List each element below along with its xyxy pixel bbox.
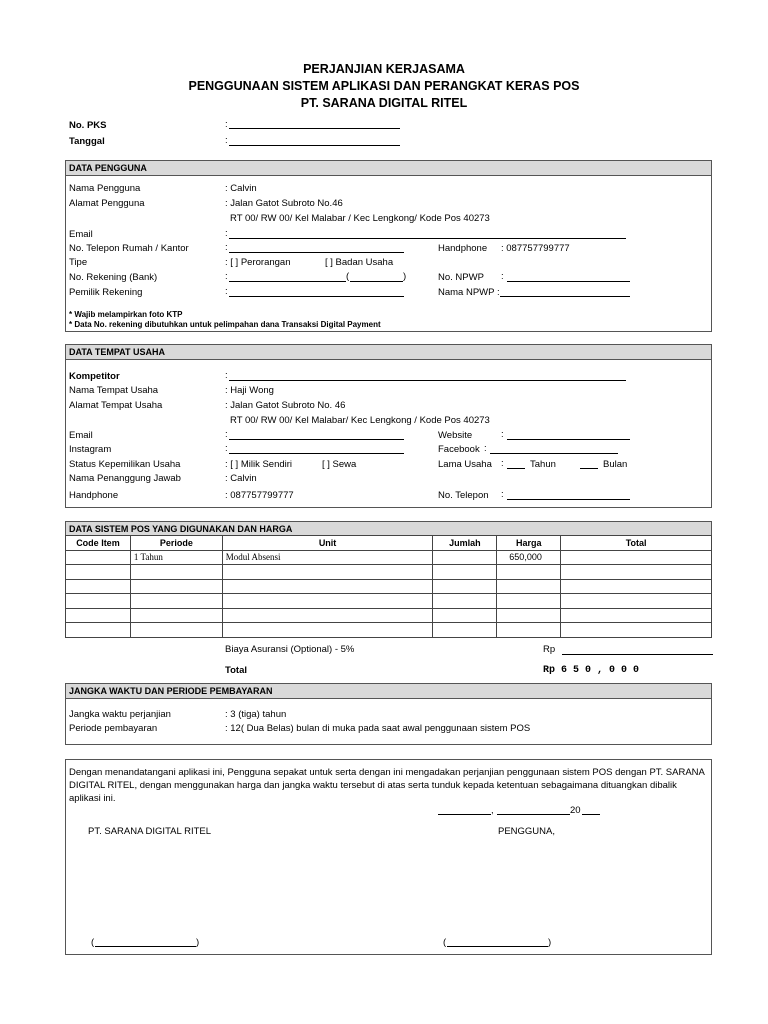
- alamat-pengguna-value2[interactable]: RT 00/ RW 00/ Kel Malabar / Kec Lengkong/ Kode Pos 40273: [230, 213, 490, 224]
- cell-unit[interactable]: [222, 623, 433, 638]
- cell-code-item[interactable]: [66, 565, 131, 580]
- status-milik-sendiri-checkbox[interactable]: : [ ] Milik Sendiri: [225, 459, 293, 470]
- telepon-usaha-field[interactable]: [507, 499, 630, 500]
- telepon-pengguna-field[interactable]: [229, 252, 404, 253]
- pos-table-header-row: [66, 536, 712, 551]
- status-sewa-checkbox[interactable]: [ ] Sewa: [322, 459, 357, 470]
- cell-total[interactable]: [561, 565, 712, 580]
- cell-periode[interactable]: [130, 594, 222, 609]
- penanggung-jawab-label: Nama Penanggung Jawab: [69, 473, 181, 484]
- cell-harga[interactable]: [497, 623, 561, 638]
- table-row: [66, 623, 712, 638]
- table-row: [66, 565, 712, 580]
- email-usaha-field[interactable]: [229, 439, 404, 440]
- lama-tahun-field[interactable]: [507, 468, 525, 469]
- nama-npwp-field[interactable]: [500, 296, 630, 297]
- cell-periode[interactable]: [130, 565, 222, 580]
- col-unit: Unit: [222, 536, 433, 551]
- facebook-field[interactable]: [490, 453, 618, 454]
- cell-unit[interactable]: [222, 565, 433, 580]
- cell-total[interactable]: [561, 550, 712, 565]
- sign-year-field[interactable]: [582, 814, 600, 815]
- total-label: Total: [225, 665, 247, 676]
- cell-periode[interactable]: [130, 608, 222, 623]
- doc-title-line2: PENGGUNAAN SISTEM APLIKASI DAN PERANGKAT KERAS POS: [188, 79, 580, 93]
- handphone-usaha-value[interactable]: : 087757799777: [225, 490, 294, 501]
- npwp-label: No. NPWP: [438, 272, 484, 283]
- instagram-label: Instagram: [69, 444, 112, 455]
- company-signature-field[interactable]: [95, 946, 196, 947]
- alamat-pengguna-label: Alamat Pengguna: [69, 198, 145, 209]
- tipe-label: Tipe: [69, 257, 88, 268]
- handphone-usaha-label: Handphone: [69, 490, 119, 501]
- kompetitor-colon: :: [225, 370, 228, 381]
- note-rekening: * Data No. rekening dibutuhkan untuk pelimpahan dana Transaksi Digital Payment: [69, 320, 381, 329]
- company-sign-label: PT. SARANA DIGITAL RITEL: [88, 826, 212, 837]
- rekening-label: No. Rekening (Bank): [69, 272, 158, 283]
- tipe-badan-usaha-checkbox[interactable]: [ ] Badan Usaha: [325, 257, 394, 268]
- cell-code-item[interactable]: [66, 623, 131, 638]
- cell-total[interactable]: [561, 594, 712, 609]
- cell-jumlah[interactable]: [433, 565, 497, 580]
- telepon-usaha-label: No. Telepon: [438, 490, 489, 501]
- col-jumlah: Jumlah: [433, 536, 497, 551]
- cell-unit[interactable]: [222, 608, 433, 623]
- lama-usaha-label: Lama Usaha: [438, 459, 492, 470]
- pemilik-rekening-field[interactable]: [229, 296, 404, 297]
- jangka-waktu-value[interactable]: : 3 (tiga) tahun: [225, 709, 287, 720]
- rekening-paren-close: ): [403, 271, 407, 282]
- nama-usaha-label: Nama Tempat Usaha: [69, 385, 159, 396]
- alamat-usaha-value2[interactable]: RT 00/ RW 00/ Kel Malabar/ Kec Lengkong / Kode Pos 40273: [230, 415, 490, 426]
- jangka-header: JANGKA WAKTU DAN PERIODE PEMBAYARAN: [66, 684, 711, 699]
- table-row: [66, 579, 712, 594]
- pemilik-rekening-colon: :: [225, 286, 228, 297]
- asuransi-field[interactable]: [562, 654, 713, 655]
- cell-code-item[interactable]: [66, 550, 131, 565]
- data-usaha-header: DATA TEMPAT USAHA: [66, 345, 711, 360]
- cell-total[interactable]: [561, 579, 712, 594]
- cell-harga[interactable]: 650,000: [497, 550, 561, 565]
- instagram-colon: :: [225, 443, 228, 454]
- nama-usaha-value[interactable]: : Haji Wong: [225, 385, 274, 396]
- sign-comma: ,: [491, 805, 494, 816]
- facebook-label: Facebook: [438, 444, 480, 455]
- email-usaha-label: Email: [69, 430, 93, 441]
- cell-harga[interactable]: [497, 608, 561, 623]
- periode-pembayaran-value[interactable]: : 12( Dua Belas) bulan di muka pada saat awal penggunaan sistem POS: [225, 723, 531, 734]
- pemilik-rekening-label: Pemilik Rekening: [69, 287, 143, 298]
- handphone-pengguna-label: Handphone: [438, 243, 488, 254]
- cell-jumlah[interactable]: [433, 579, 497, 594]
- note-ktp: * Wajib melampirkan foto KTP: [69, 310, 183, 319]
- cell-unit[interactable]: [222, 594, 433, 609]
- npwp-field[interactable]: [507, 281, 630, 282]
- kompetitor-label: Kompetitor: [69, 371, 120, 382]
- kompetitor-field[interactable]: [229, 380, 626, 381]
- total-value[interactable]: Rp 6 5 0 , 0 0 0: [543, 665, 640, 676]
- company-sign-paren-open: (: [91, 937, 95, 948]
- rekening-colon: :: [225, 271, 228, 282]
- table-row: [66, 550, 712, 565]
- telepon-pengguna-colon: :: [225, 242, 228, 253]
- table-row: [66, 608, 712, 623]
- tipe-perorangan-checkbox[interactable]: : [ ] Perorangan: [225, 257, 291, 268]
- cell-jumlah[interactable]: [433, 623, 497, 638]
- col-code-item: Code Item: [66, 536, 131, 551]
- user-signature-field[interactable]: [447, 946, 548, 947]
- tahun-label: Tahun: [530, 459, 556, 470]
- cell-unit[interactable]: [222, 579, 433, 594]
- table-row: [66, 594, 712, 609]
- website-field[interactable]: [507, 439, 630, 440]
- bulan-label: Bulan: [603, 459, 628, 470]
- lama-bulan-field[interactable]: [580, 468, 598, 469]
- tanggal-label: Tanggal: [69, 136, 105, 147]
- agreement-text-line1: Dengan menandatangani aplikasi ini, Pengguna sepakat untuk serta dengan ini mengadakan perjanjian penggunaan sistem POS dengan PT. SARANA: [69, 767, 705, 778]
- website-label: Website: [438, 430, 473, 441]
- sign-place-field[interactable]: [438, 814, 491, 815]
- doc-title-line3: PT. SARANA DIGITAL RITEL: [300, 96, 468, 110]
- no-pks-label: No. PKS: [69, 120, 107, 131]
- cell-jumlah[interactable]: [433, 594, 497, 609]
- cell-jumlah[interactable]: [433, 550, 497, 565]
- data-pengguna-header: DATA PENGGUNA: [66, 161, 711, 176]
- cell-code-item[interactable]: [66, 594, 131, 609]
- email-pengguna-colon: :: [225, 228, 228, 239]
- penanggung-jawab-value[interactable]: : Calvin: [225, 473, 257, 484]
- cell-harga[interactable]: [497, 594, 561, 609]
- user-sign-label: PENGGUNA,: [498, 826, 556, 837]
- col-total: Total: [561, 536, 712, 551]
- facebook-colon: :: [484, 443, 487, 454]
- company-sign-paren-close: ): [196, 937, 200, 948]
- data-pos-header: DATA SISTEM POS YANG DIGUNAKAN DAN HARGA: [66, 522, 711, 537]
- alamat-usaha-label: Alamat Tempat Usaha: [69, 400, 163, 411]
- pos-table: [65, 535, 712, 638]
- rekening-paren-open: (: [346, 271, 350, 282]
- alamat-pengguna-value1[interactable]: : Jalan Gatot Subroto No.46: [225, 198, 343, 209]
- cell-harga[interactable]: [497, 579, 561, 594]
- website-colon: :: [501, 429, 504, 440]
- email-usaha-colon: :: [225, 429, 228, 440]
- lama-usaha-colon: :: [501, 458, 504, 469]
- handphone-pengguna-value[interactable]: : 087757799777: [501, 243, 570, 254]
- tanggal-field[interactable]: [229, 145, 400, 146]
- doc-title-line1: PERJANJIAN KERJASAMA: [303, 62, 465, 76]
- periode-pembayaran-label: Periode pembayaran: [69, 723, 158, 734]
- rekening-field[interactable]: [229, 281, 346, 282]
- agreement-text-line3: aplikasi ini.: [69, 793, 116, 804]
- nama-pengguna-value[interactable]: : Calvin: [225, 183, 257, 194]
- cell-code-item[interactable]: [66, 579, 131, 594]
- sign-year-prefix: 20: [570, 805, 581, 816]
- asuransi-label: Biaya Asuransi (Optional) - 5%: [225, 644, 355, 655]
- nama-npwp-label: Nama NPWP :: [438, 287, 500, 298]
- email-pengguna-label: Email: [69, 229, 93, 240]
- sign-date-field[interactable]: [497, 814, 570, 815]
- rekening-bank-field[interactable]: [350, 281, 403, 282]
- no-pks-field[interactable]: [229, 128, 400, 129]
- cell-code-item[interactable]: [66, 608, 131, 623]
- email-pengguna-field[interactable]: [229, 238, 626, 239]
- user-sign-paren-open: (: [443, 937, 447, 948]
- instagram-field[interactable]: [229, 453, 404, 454]
- status-label: Status Kepemilikan Usaha: [69, 459, 181, 470]
- cell-harga[interactable]: [497, 565, 561, 580]
- cell-periode[interactable]: 1 Tahun: [130, 550, 222, 565]
- agreement-text-line2: DIGITAL RITEL, dengan menggunakan harga dan jangka waktu tersebut di atas serta tunduk kepada ketentuan sebagaimana dituangkan dibalik: [69, 780, 677, 791]
- cell-periode[interactable]: [130, 623, 222, 638]
- cell-jumlah[interactable]: [433, 608, 497, 623]
- npwp-colon: :: [501, 271, 504, 282]
- telepon-pengguna-label: No. Telepon Rumah / Kantor: [69, 243, 189, 254]
- col-periode: Periode: [130, 536, 222, 551]
- nama-pengguna-label: Nama Pengguna: [69, 183, 141, 194]
- cell-periode[interactable]: [130, 579, 222, 594]
- asuransi-rp-label: Rp: [543, 644, 556, 655]
- alamat-usaha-value1[interactable]: : Jalan Gatot Subroto No. 46: [225, 400, 346, 411]
- cell-total[interactable]: [561, 623, 712, 638]
- no-pks-colon: :: [225, 119, 228, 130]
- tanggal-colon: :: [225, 135, 228, 146]
- telepon-usaha-colon: :: [501, 489, 504, 500]
- cell-total[interactable]: [561, 608, 712, 623]
- cell-unit[interactable]: Modul Absensi: [222, 550, 433, 565]
- jangka-waktu-label: Jangka waktu perjanjian: [69, 709, 171, 720]
- user-sign-paren-close: ): [548, 937, 552, 948]
- col-harga: Harga: [497, 536, 561, 551]
